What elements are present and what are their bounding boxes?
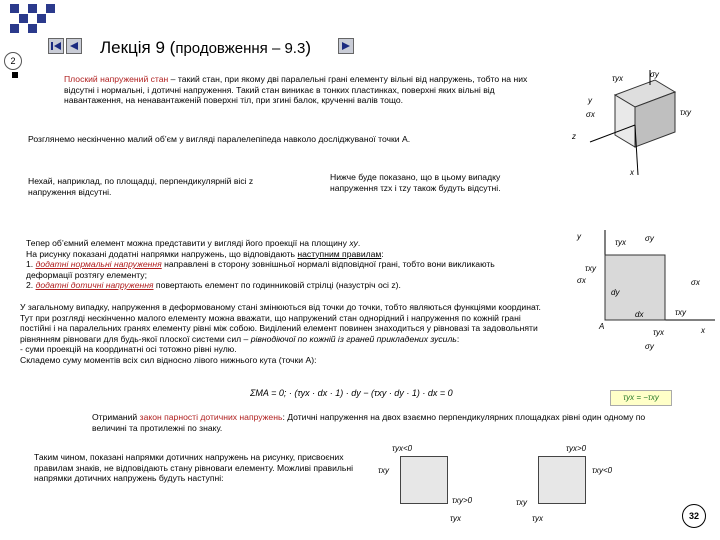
label-tau-yx-neg: τyx<0 — [392, 444, 413, 453]
label-tau-xy-right: τxy — [675, 308, 686, 317]
page-number: 32 — [682, 504, 706, 528]
paragraph-note: Нижче буде показано, що в цьому випадку напруження τzx і τzy також будуть відсутні. — [330, 172, 501, 193]
paragraph-assumption: Нехай, наприклад, по площадці, перпендикулярній вісі z напруження відсутні. — [28, 176, 254, 197]
paragraph-law: Отриманий закон парності дотичних напружень: Дотичні напруження на двох взаємно перпендикулярних площадках рівні один одному по величині та протилежні по знаку. — [92, 412, 646, 433]
label-dy: dy — [611, 288, 620, 297]
label-tau-xy-right-bottom: τxy — [516, 498, 527, 507]
label-sigma-x: σx — [586, 110, 595, 119]
label-z-axis: z — [572, 132, 576, 141]
label-tau-yx-2d: τyx — [615, 238, 626, 247]
first-page-icon — [49, 39, 63, 53]
slide-title: Лекція 9 (продовження – 9.3) — [100, 38, 311, 57]
prev-page-button[interactable] — [66, 38, 82, 54]
paragraph-plane-stress: Плоский напружений стан – такий стан, при якому дві паралельні грані елементу вільні від напружень, тобто на них відсутні і нормальні, і дотичні напруження. Такий стан виникає в тонких пластинках, поверхні яких вільні від навантаження, на ненавантаженій поверхні тіл, при згині балок, крученні валів тощо. — [64, 74, 528, 105]
first-page-button[interactable] — [48, 38, 64, 54]
label-dx: dx — [635, 310, 644, 319]
cube-drawing — [560, 70, 720, 180]
element-square-left — [400, 456, 448, 504]
prev-page-icon — [67, 39, 81, 53]
label-tau-xy: τxy — [680, 108, 691, 117]
result-formula: τyx = −τxy — [610, 390, 672, 406]
label-tau-yx-right-bottom: τyx — [532, 514, 543, 523]
label-sigma-y-bottom: σy — [645, 342, 654, 351]
label-x-axis-2d: x — [701, 326, 705, 335]
element-square-right — [538, 456, 586, 504]
next-page-icon — [339, 39, 353, 53]
label-tau-yx: τyx — [612, 74, 623, 83]
label-y-axis: y — [588, 96, 592, 105]
label-sigma-y: σy — [650, 70, 659, 79]
label-sigma-x-2d: σx — [577, 276, 586, 285]
planar-element-diagram — [575, 230, 715, 355]
label-point-a: A — [599, 322, 605, 331]
label-sigma-y-2d: σy — [645, 234, 654, 243]
cube-diagram — [560, 70, 720, 180]
paragraph-conclusion: Таким чином, показані напрямки дотичних напружень на рисунку, присвоєних правилам знаків, не відповідають стану рівноваги елементу. Можливі правильні напрямки дотичних напружень будуть наступні: — [34, 452, 354, 483]
slide-number-badge: 2 — [4, 52, 22, 70]
label-tau-xy-left: τxy — [378, 466, 389, 475]
bullet-marker — [12, 72, 18, 78]
label-tau-xy-pos: τxy>0 — [452, 496, 473, 505]
planar-element-drawing — [575, 230, 715, 355]
label-y-axis-2d: y — [577, 232, 581, 241]
label-sigma-x-right: σx — [691, 278, 700, 287]
paragraph-volume: Розглянемо нескінченно малий об’єм у вигляді паралелепіпеда навколо досліджуваної точки А. — [28, 134, 411, 144]
label-tau-yx-left-bottom: τyx — [450, 514, 461, 523]
label-x-axis: x — [630, 168, 634, 177]
label-tau-yx-pos: τyx>0 — [566, 444, 587, 453]
paragraph-equilibrium: У загальному випадку, напруження в деформованому стані змінюються від точки до точки, тобто являються функціями координат. Тут при розгляді нескінченно малого елементу можна вважати, що напружений стан однорідний і напруження по кожній грані постійні і на паралельних гранях елементу рівні між собою. Виділений елемент повинен знаходиться у рівновазі та задовольняти рівнянням рівноваги для будь-якої плоскої системи сил – рівнодіючої по кожній із граней прикладених зусиль: - суми проекцій на координатні осі тотожно рівні нулю. Складемо суму моментів всіх сил відносно лівого нижнього кута (точки А): — [20, 302, 541, 365]
next-page-button[interactable] — [338, 38, 354, 54]
label-tau-xy-2d: τxy — [585, 264, 596, 273]
moment-equation: ΣMA = 0; · (τyx · dx · 1) · dy − (τxy · dy · 1) · dx = 0 — [250, 388, 453, 398]
paragraph-sign-rules: Тепер об’ємний елемент можна представити у вигляді його проекції на площину xy. На рисунку показані додатні напрямки напружень, що відповідають наступним правилам: 1. додатні нормальні напруження направлені в сторону зовнішньої нормалі відповідної грані, тобто вони викликають деформації розтягу елементу; 2. додатні дотичні напруження повертають елемент по годинниковій стрілці (назустріч осі z). — [26, 238, 495, 290]
label-tau-xy-neg: τxy<0 — [592, 466, 613, 475]
label-tau-yx-bottom: τyx — [653, 328, 664, 337]
